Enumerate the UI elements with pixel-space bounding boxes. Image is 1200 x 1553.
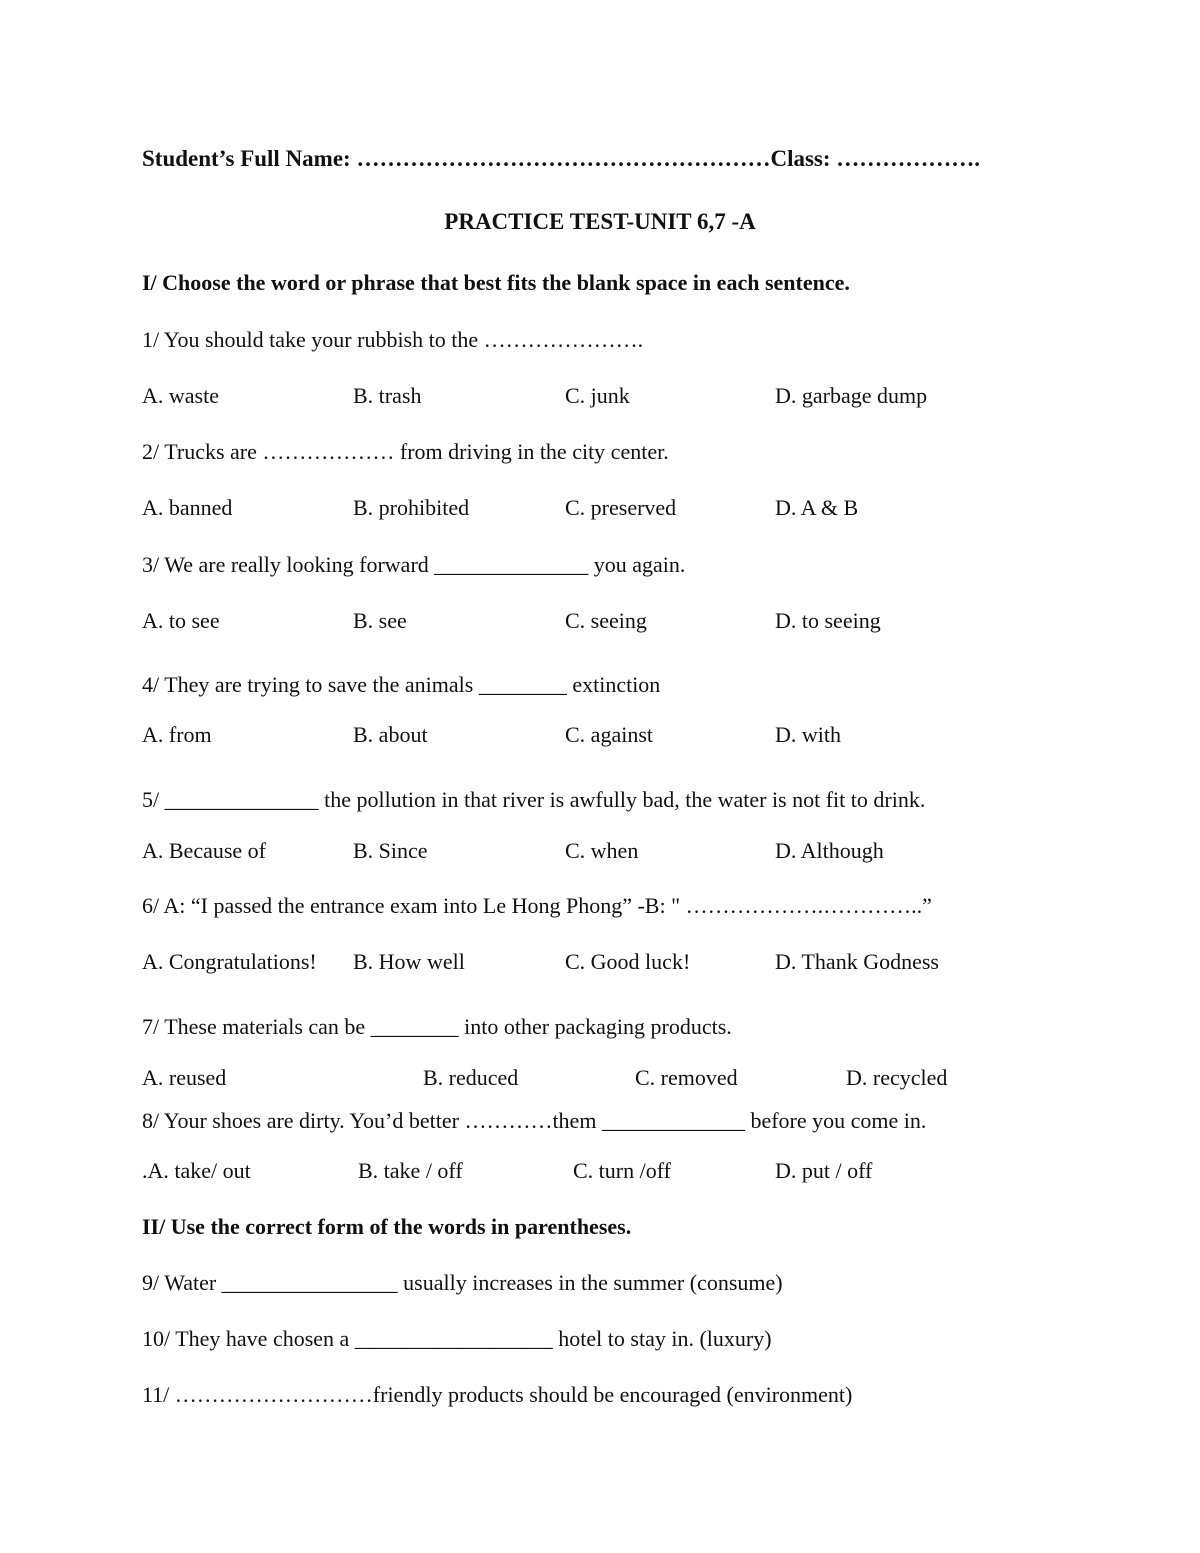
q3-option-a: A. to see — [142, 608, 220, 633]
question-5: 5/ ______________ the pollution in that river is awfully bad, the water is not fit to drink. — [142, 787, 926, 812]
q7-option-c: C. removed — [635, 1065, 738, 1090]
q8-option-a: .A. take/ out — [142, 1158, 251, 1183]
q5-option-b: B. Since — [353, 838, 428, 863]
question-10: 10/ They have chosen a __________________ hotel to stay in. (luxury) — [142, 1326, 772, 1351]
q2-option-c: C. preserved — [565, 495, 677, 520]
section-2-heading: II/ Use the correct form of the words in parentheses. — [142, 1214, 632, 1239]
q6-option-b: B. How well — [353, 949, 465, 974]
q1-option-b: B. trash — [353, 383, 422, 408]
q6-option-d: D. Thank Godness — [775, 949, 939, 974]
q4-option-b: B. about — [353, 722, 428, 747]
question-2: 2/ Trucks are ……………… from driving in the city center. — [142, 439, 669, 464]
q8-option-c: C. turn /off — [573, 1158, 671, 1183]
q4-option-c: C. against — [565, 722, 653, 747]
question-3: 3/ We are really looking forward ______________ you again. — [142, 552, 686, 577]
question-7: 7/ These materials can be ________ into other packaging products. — [142, 1014, 732, 1039]
q6-option-c: C. Good luck! — [565, 949, 691, 974]
q2-option-d: D. A & B — [775, 495, 859, 520]
q1-option-d: D. garbage dump — [775, 383, 928, 408]
question-8: 8/ Your shoes are dirty. You’d better …………them _____________ before you come in. — [142, 1108, 927, 1133]
q4-option-a: A. from — [142, 722, 212, 747]
q7-option-b: B. reduced — [423, 1065, 519, 1090]
q5-option-a: A. Because of — [142, 838, 267, 863]
q2-option-b: B. prohibited — [353, 495, 470, 520]
section-1-heading: I/ Choose the word or phrase that best fits the blank space in each sentence. — [142, 270, 850, 295]
question-1: 1/ You should take your rubbish to the …………………. — [142, 327, 644, 352]
q6-option-a: A. Congratulations! — [142, 949, 317, 974]
q5-option-d: D. Although — [775, 838, 884, 863]
q1-option-c: C. junk — [565, 383, 630, 408]
q4-option-d: D. with — [775, 722, 841, 747]
q3-option-b: B. see — [353, 608, 407, 633]
student-name-class-line: Student’s Full Name: ………………………………………………Class: ………………. — [142, 146, 981, 171]
page-title: PRACTICE TEST-UNIT 6,7 -A — [444, 209, 756, 234]
question-9: 9/ Water ________________ usually increases in the summer (consume) — [142, 1270, 783, 1295]
q3-option-c: C. seeing — [565, 608, 647, 633]
q8-option-d: D. put / off — [775, 1158, 873, 1183]
q1-option-a: A. waste — [142, 383, 219, 408]
q8-option-b: B. take / off — [358, 1158, 463, 1183]
question-4: 4/ They are trying to save the animals ________ extinction — [142, 672, 661, 697]
q5-option-c: C. when — [565, 838, 639, 863]
q7-option-a: A. reused — [142, 1065, 227, 1090]
q3-option-d: D. to seeing — [775, 608, 881, 633]
q7-option-d: D. recycled — [846, 1065, 948, 1090]
question-11: 11/ ………………………friendly products should be encouraged (environment) — [142, 1382, 853, 1407]
q2-option-a: A. banned — [142, 495, 233, 520]
question-6: 6/ A: “I passed the entrance exam into Le Hong Phong” -B: " ……………….…………..” — [142, 893, 932, 918]
